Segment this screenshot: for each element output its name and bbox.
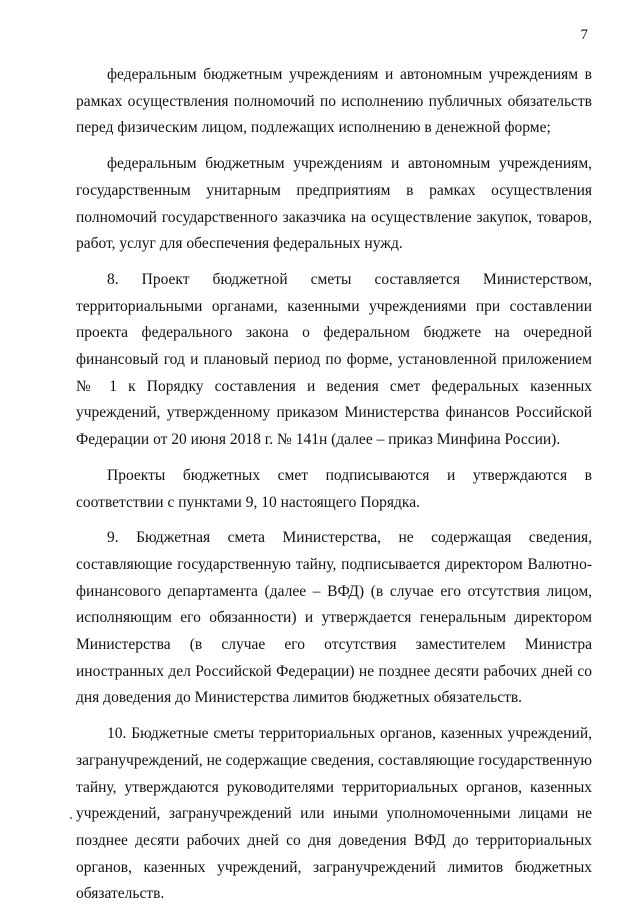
- paragraph-item-10: 10. Бюджетные сметы территориальных органов, казенных учреждений, загранучреждений, не содержащие сведения, составляющие государственную тайну, утверждаются руководителями территориальных органов, казенных учреждений, загранучреждений или иными уполномоченными лицами не позднее десяти рабочих дней со дня доведения ВФД до территориальных органов, казенных учреждений, загранучреждений лимитов бюджетных обязательств.: [76, 725, 592, 903]
- paragraph-federal-institutions-obligations: федеральным бюджетным учреждениям и автономным учреждениям в рамках осуществления полномочий по исполнению публичных обязательств перед физическим лицом, подлежащих исполнению в денежной форме;: [76, 66, 592, 137]
- document-body: [76, 62, 592, 917]
- paragraph-federal-institutions-procurement: федеральным бюджетным учреждениям и автономным учреждениям, государственным унитарным предприятиям в рамках осуществления полномочий государственного заказчика на осуществление закупок, товаров, работ, услуг для обеспечения федеральных нужд.: [76, 155, 592, 253]
- paragraph-budget-estimates-signing: Проекты бюджетных смет подписываются и утверждаются в соответствии с пунктами 9, 10 настоящего Порядка.: [76, 466, 592, 511]
- scan-speck: [70, 817, 72, 819]
- paragraph-item-8: 8. Проект бюджетной сметы составляется Министерством, территориальными органами, казенными учреждениями при составлении проекта федерального закона о федеральном бюджете на очередной финансовый год и плановый период по форме, установленной приложением № 1 к Порядку составления и ведения смет федеральных казенных учреждений, утвержденному приказом Министерства финансов Российской Федерации от 20 июня 2018 г. № 141н (далее – приказ Минфина России).: [76, 270, 592, 449]
- paragraph-item-9: 9. Бюджетная смета Министерства, не содержащая сведения, составляющие государственную тайну, подписывается директором Валютно-финансового департамента (далее – ВФД) (в случае его отсутствия лицом, исполняющим его обязанности) и утверждается генеральным директором Министерства (в случае его отсутствия заместителем Министра иностранных дел Российской Федерации) не позднее десяти рабочих дней со дня доведения до Министерства лимитов бюджетных обязательств.: [76, 529, 592, 707]
- page-number: 7: [580, 27, 588, 43]
